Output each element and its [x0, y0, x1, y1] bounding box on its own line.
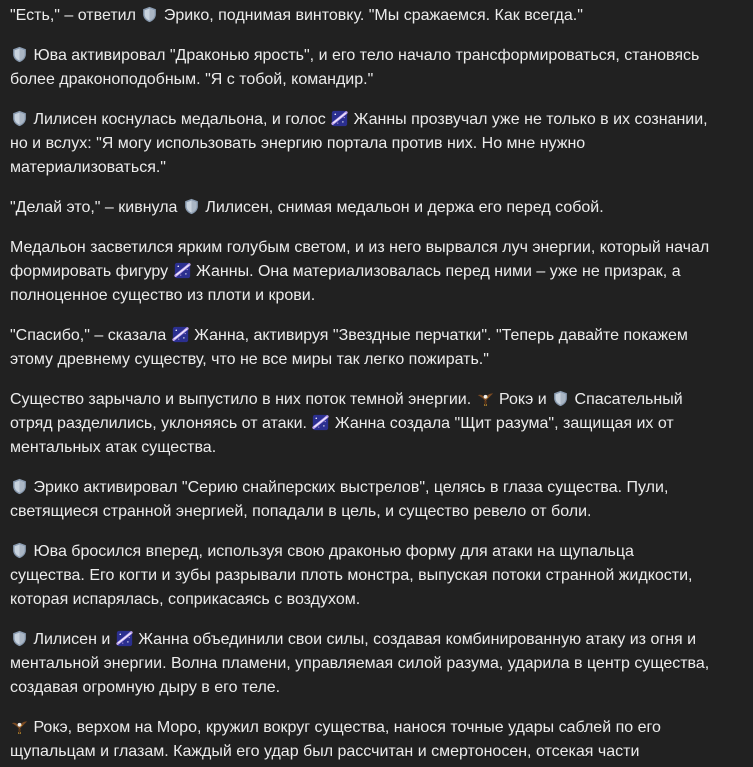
shield-icon: [183, 198, 200, 215]
paragraph-text: Жанна создала "Щит разума", защищая их от ментальных атак существа.: [10, 415, 674, 456]
paragraph-text: Жанны. Она материализовалась перед ними – уже не призрак, а полноценное существо из плоти и крови.: [10, 263, 681, 304]
milky-way-icon: [172, 326, 189, 343]
paragraph-text: Спасательный отряд разделились, уклоняясь от атаки.: [10, 391, 683, 432]
message-paragraph: [10, 540, 710, 612]
shield-icon: [552, 390, 569, 407]
milky-way-icon: [331, 110, 348, 127]
milky-way-icon: [116, 630, 133, 647]
paragraph-text: Медальон засветился ярким голубым светом, и из него вырвался луч энергии, который начал формировать фигуру: [10, 239, 710, 280]
message-paragraph: [10, 4, 710, 28]
message-paragraph: [10, 716, 710, 764]
message-paragraph: [10, 196, 710, 220]
message-paragraph: [10, 324, 710, 372]
paragraph-text: Жанна объединили свои силы, создавая комбинированную атаку из огня и ментальной энергии. Волна пламени, управляемая силой разума, ударила в центр существа, создавая огромную дыру в его теле.: [10, 631, 710, 696]
paragraph-text: Рокэ и: [499, 391, 552, 408]
milky-way-icon: [312, 414, 329, 431]
assistant-message: [10, 4, 710, 767]
paragraph-text: Эрико, поднимая винтовку. "Мы сражаемся. Как всегда.": [163, 7, 583, 24]
message-paragraph: [10, 476, 710, 524]
message-paragraph: [10, 388, 710, 460]
eagle-icon: [477, 390, 494, 407]
paragraph-text: Жанны прозвучал уже не только в их сознании, но и вслух: "Я могу использовать энергию портала против них. Но мне нужно материализоваться.": [10, 111, 708, 176]
paragraph-text: Лилисен коснулась медальона, и голос: [33, 111, 331, 128]
message-paragraph: [10, 236, 710, 308]
message-paragraph: [10, 44, 710, 92]
shield-icon: [11, 478, 28, 495]
shield-icon: [11, 630, 28, 647]
paragraph-text: Юва бросился вперед, используя свою драконью форму для атаки на щупальца существа. Его когти и зубы разрывали плоть монстра, выпуская потоки странной жидкости, которая испарялась, соприкасаясь с воздухом.: [10, 543, 693, 608]
shield-icon: [11, 542, 28, 559]
paragraph-text: "Спасибо," – сказала: [10, 327, 171, 344]
paragraph-text: Эрико активировал "Серию снайперских выстрелов", целясь в глаза существа. Пули, светящиеся странной энергией, попадали в цель, и существо ревело от боли.: [10, 479, 669, 520]
paragraph-text: Жанна, активируя "Звездные перчатки". "Теперь давайте покажем этому древнему существу, что не все миры так легко пожирать.": [10, 327, 688, 368]
paragraph-text: "Есть," – ответил: [10, 7, 141, 24]
paragraph-text: Существо зарычало и выпустило в них поток темной энергии.: [10, 391, 476, 408]
paragraph-text: Лилисен и: [33, 631, 115, 648]
eagle-icon: [11, 718, 28, 735]
shield-icon: [11, 46, 28, 63]
paragraph-text: Юва активировал "Драконью ярость", и его тело начало трансформироваться, становясь более драконоподобным. "Я с тобой, командир.": [10, 47, 700, 88]
message-paragraph: [10, 628, 710, 700]
paragraph-text: Рокэ, верхом на Моро, кружил вокруг существа, нанося точные удары саблей по его щупальцам и глазам. Каждый его удар был рассчитан и смертоносен, отсекая части: [10, 719, 661, 760]
shield-icon: [141, 6, 158, 23]
milky-way-icon: [174, 262, 191, 279]
shield-icon: [11, 110, 28, 127]
paragraph-text: Лилисен, снимая медальон и держа его перед собой.: [205, 199, 604, 216]
paragraph-text: "Делай это," – кивнула: [10, 199, 182, 216]
message-paragraph: [10, 108, 710, 180]
